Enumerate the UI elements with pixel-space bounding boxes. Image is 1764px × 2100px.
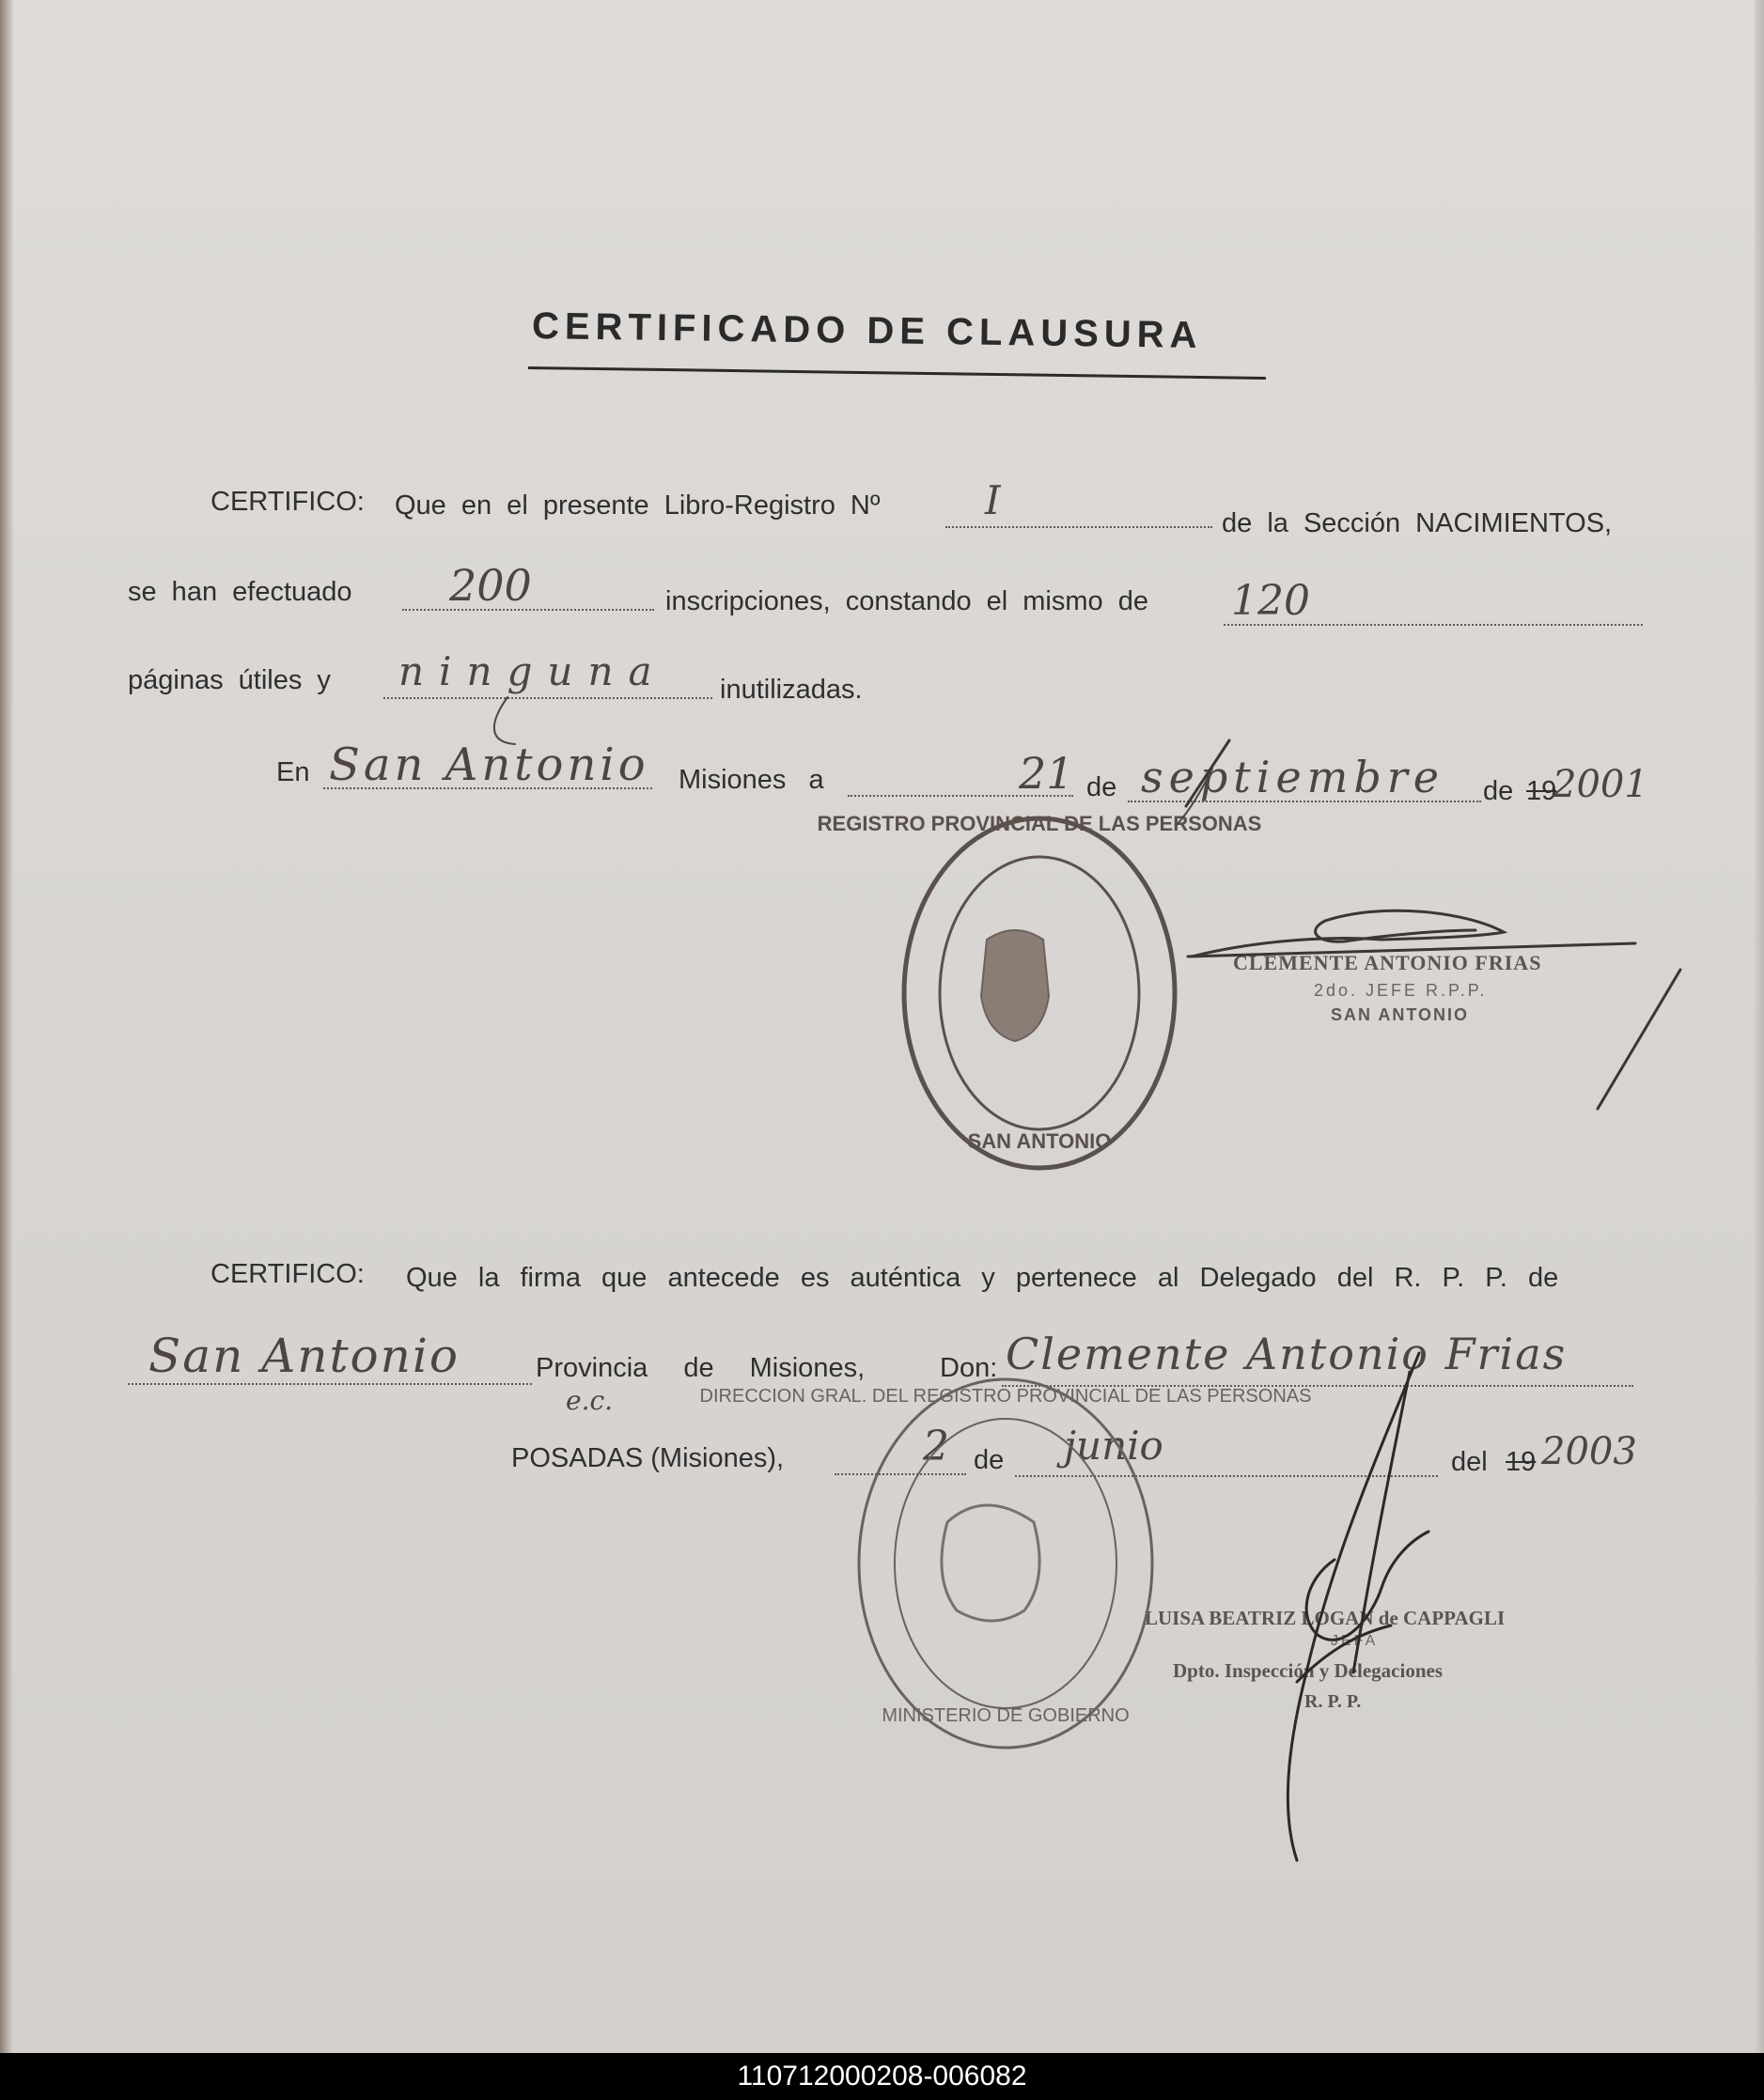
stamp1-ring-text: REGISTRO PROVINCIAL DE LAS PERSONAS [817, 812, 1262, 835]
place-value: San Antonio [329, 739, 649, 791]
inutilizadas-value: ninguna [398, 648, 667, 694]
cert1-line1-b: de la Sección NACIMIENTOS, [1222, 508, 1613, 538]
document-id-footer: 110712000208-006082 [0, 2053, 1764, 2100]
cert2-place-value: San Antonio [148, 1329, 460, 1383]
year2-handwritten: 2003 [1541, 1430, 1637, 1473]
cert2-provincia: Provincia de Misiones, [536, 1353, 866, 1383]
cert2-line1: Que la firma que antecede es auténtica y pertenece al Delegado del R. P. P. de [406, 1263, 1559, 1293]
document-title: CERTIFICADO DE CLAUSURA [531, 305, 1203, 356]
cert1-line1-a: Que en el presente Libro-Registro Nº [395, 490, 881, 521]
stamp-direccion-general [700, 1379, 1312, 1748]
signer2-role: JEFA [1331, 1633, 1379, 1649]
cert1-line3-b: inutilizadas. [720, 675, 863, 705]
place-prefix: En [276, 757, 310, 787]
de2-text: de [1483, 776, 1514, 806]
stamp2-inner-text: MINISTERIO DE GOBIERNO [882, 1705, 1130, 1726]
libro-no-value: I [985, 477, 1001, 523]
cert2-month-value: junio [1064, 1423, 1163, 1469]
cert2-de: de [974, 1445, 1005, 1475]
handwriting-accents [494, 697, 1212, 825]
stamp2-ring-text: DIRECCION GRAL. DEL REGISTRO PROVINCIAL DE LAS PERSONAS [699, 1386, 1312, 1407]
cert2-del: del [1451, 1447, 1488, 1477]
stamp-san-antonio [818, 812, 1262, 1168]
cert2-label: CERTIFICO: [211, 1259, 365, 1289]
signer2-name: LUISA BEATRIZ LOGAN de CAPPAGLI [1145, 1607, 1506, 1629]
signer1-place: SAN ANTONIO [1331, 1005, 1470, 1024]
paginas-value: 120 [1231, 577, 1310, 625]
cert1-line2-a: se han efectuado [128, 577, 352, 607]
day-value: 21 [1019, 748, 1074, 799]
cert2-name-value: Clemente Antonio Frias [1006, 1329, 1568, 1379]
cert1-label: CERTIFICO: [211, 487, 365, 517]
cert2-don: Don: [940, 1353, 998, 1383]
stamp1-bottom-text: SAN ANTONIO [967, 1129, 1112, 1153]
cert2-day-value: 2 [923, 1423, 949, 1470]
cert2-posadas: POSADAS (Misiones), [511, 1443, 785, 1473]
month-value: septiembre [1141, 752, 1444, 802]
year2-printed: 19 [1506, 1447, 1537, 1477]
stamp-crest-icon [981, 930, 1049, 1041]
signer2-dept: Dpto. Inspección y Delegaciones [1173, 1659, 1443, 1682]
signature1-handwriting [1186, 740, 1680, 1109]
cert2-note: e.c. [566, 1385, 614, 1416]
signer1-name: CLEMENTE ANTONIO FRIAS [1233, 951, 1542, 974]
inscripciones-value: 200 [449, 560, 532, 611]
place-suffix: Misiones a [679, 765, 824, 795]
signer2-org: R. P. P. [1304, 1691, 1362, 1712]
stamp2-crest-icon [942, 1505, 1039, 1621]
de1-text: de [1086, 772, 1117, 802]
cert1-line3-a: páginas útiles y [128, 665, 331, 695]
signature2-handwriting [1288, 1353, 1428, 1860]
cert1-line2-b: inscripciones, constando el mismo de [665, 586, 1148, 616]
signer1-role: 2do. JEFE R.P.P. [1314, 981, 1488, 1000]
year1-handwritten: 2001 [1553, 763, 1648, 806]
year1-printed: 19 [1526, 776, 1557, 806]
